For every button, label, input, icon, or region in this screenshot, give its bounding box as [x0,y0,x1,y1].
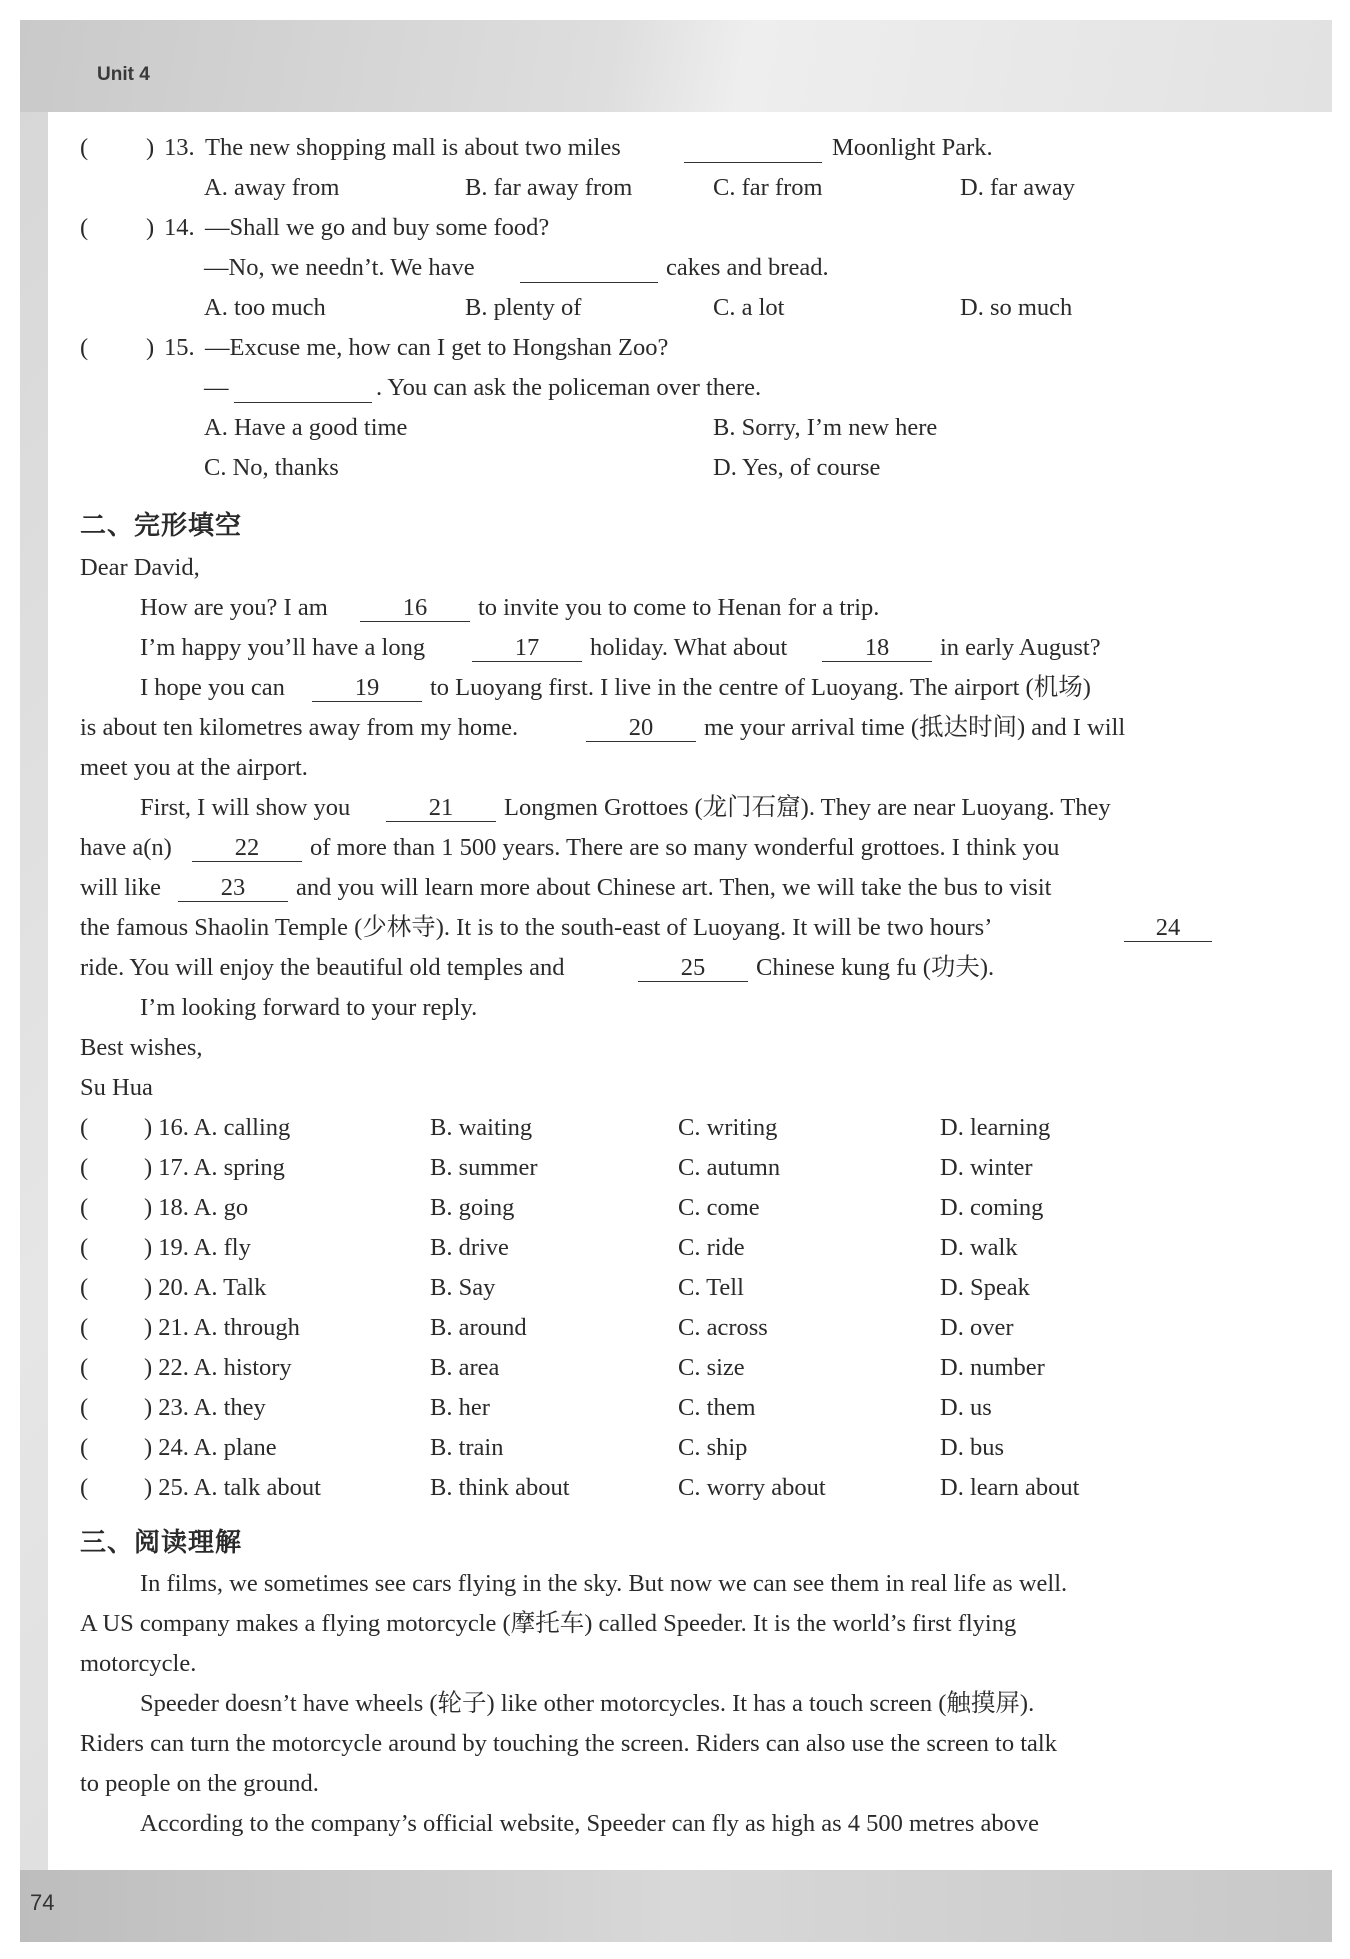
cloze-blank: 25 [638,956,748,982]
question-number: 13. [164,134,195,161]
answer-paren-open: ( [80,1274,89,1301]
option-c: C. come [678,1194,760,1221]
letter-text: have a(n) [80,834,172,861]
question-line: . You can ask the policeman over there. [376,374,762,401]
letter-text: is about ten kilometres away from my home. [80,714,519,741]
question-line: cakes and bread. [666,254,829,281]
answer-paren-close: ) [146,134,155,161]
option-d: D. Yes, of course [713,454,881,481]
question-line: — [204,374,229,401]
answer-paren-open: ( [80,1314,89,1341]
option-d: D. learning [940,1114,1051,1141]
letter-text: Longmen Grottoes (龙门石窟). They are near Luoyang. They [504,794,1111,821]
option-a: ) 18. A. go [144,1194,249,1221]
option-a: A. too much [204,294,326,321]
page-number: 74 [30,1890,55,1915]
question-number: 14. [164,214,195,241]
question-stem: —Excuse me, how can I get to Hongshan Zoo? [205,334,669,361]
option-b: B. around [430,1314,527,1341]
option-b: B. summer [430,1154,538,1181]
option-a: ) 17. A. spring [144,1154,285,1181]
answer-blank [684,136,822,163]
letter-text: to Luoyang first. I live in the centre of Luoyang. The airport (机场) [430,674,1091,701]
option-c: C. Tell [678,1274,744,1301]
option-d: D. bus [940,1434,1004,1461]
option-a: ) 19. A. fly [144,1234,251,1261]
answer-paren-close: ) [146,334,155,361]
option-b: B. think about [430,1474,570,1501]
letter-text: ride. You will enjoy the beautiful old temples and [80,954,565,981]
cloze-blank: 20 [586,716,696,742]
option-b: B. her [430,1394,490,1421]
option-b: B. far away from [465,174,633,201]
option-b: B. Say [430,1274,496,1301]
letter-text: me your arrival time (抵达时间) and I will [704,714,1126,741]
letter-text: of more than 1 500 years. There are so many wonderful grottoes. I think you [310,834,1060,861]
cloze-blank: 16 [360,596,470,622]
reading-text: Speeder doesn’t have wheels (轮子) like other motorcycles. It has a touch screen (触摸屏). [140,1690,1035,1717]
reading-text: According to the company’s official website, Speeder can fly as high as 4 500 metres above [140,1810,1039,1837]
letter-text: First, I will show you [140,794,351,821]
cloze-blank: 24 [1124,916,1212,942]
reading-text: In films, we sometimes see cars flying in the sky. But now we can see them in real life as well. [140,1570,1068,1597]
option-a: ) 24. A. plane [144,1434,277,1461]
option-d: D. over [940,1314,1014,1341]
option-c: C. writing [678,1114,778,1141]
unit-label: Unit 4 [97,64,150,85]
cloze-blank: 22 [192,836,302,862]
answer-paren-open: ( [80,134,89,161]
letter-text: in early August? [940,634,1101,661]
option-c: C. a lot [713,294,785,321]
question-stem: The new shopping mall is about two miles [205,134,621,161]
letter-text: the famous Shaolin Temple (少林寺). It is to the south-east of Luoyang. It will be two hours’ [80,914,993,941]
section-title: 二、完形填空 [80,511,243,541]
cloze-blank: 18 [822,636,932,662]
answer-paren-open: ( [80,1354,89,1381]
header-band [20,20,1332,112]
letter-text: I’m looking forward to your reply. [140,994,478,1021]
option-d: D. Speak [940,1274,1030,1301]
answer-paren-open: ( [80,1394,89,1421]
option-d: D. far away [960,174,1075,201]
answer-paren-open: ( [80,1154,89,1181]
answer-paren-open: ( [80,1434,89,1461]
option-a: A. Have a good time [204,414,408,441]
option-b: B. plenty of [465,294,582,321]
answer-paren-open: ( [80,1474,89,1501]
option-d: D. walk [940,1234,1018,1261]
option-c: C. ride [678,1234,745,1261]
option-d: D. learn about [940,1474,1080,1501]
answer-paren-open: ( [80,1194,89,1221]
cloze-blank: 19 [312,676,422,702]
question-stem: Moonlight Park. [832,134,993,161]
section-title: 三、阅读理解 [80,1528,243,1558]
option-a: ) 22. A. history [144,1354,292,1381]
question-number: 15. [164,334,195,361]
answer-paren-open: ( [80,1114,89,1141]
cloze-blank: 17 [472,636,582,662]
option-a: A. away from [204,174,340,201]
letter-text: I hope you can [140,674,285,701]
option-a: ) 25. A. talk about [144,1474,321,1501]
reading-text: motorcycle. [80,1650,197,1677]
option-c: C. across [678,1314,768,1341]
answer-paren-open: ( [80,214,89,241]
letter-text: to invite you to come to Henan for a trip. [478,594,880,621]
option-d: D. number [940,1354,1045,1381]
letter-signature: Su Hua [80,1074,153,1101]
option-b: B. going [430,1194,515,1221]
question-stem: —Shall we go and buy some food? [205,214,550,241]
letter-greeting: Dear David, [80,554,200,581]
letter-text: I’m happy you’ll have a long [140,634,426,661]
letter-text: will like [80,874,161,901]
option-a: ) 16. A. calling [144,1114,291,1141]
option-d: D. winter [940,1154,1033,1181]
option-a: ) 21. A. through [144,1314,300,1341]
reading-text: A US company makes a flying motorcycle (摩托车) called Speeder. It is the world’s first flying [80,1610,1017,1637]
option-c: C. size [678,1354,745,1381]
answer-paren-open: ( [80,1234,89,1261]
letter-text: meet you at the airport. [80,754,308,781]
option-c: C. far from [713,174,823,201]
option-d: D. coming [940,1194,1044,1221]
answer-blank [234,376,372,409]
option-d: D. us [940,1394,992,1421]
cloze-blank: 23 [178,876,288,902]
option-b: B. Sorry, I’m new here [713,414,938,441]
option-c: C. No, thanks [204,454,339,481]
letter-text: holiday. What about [590,634,788,661]
option-b: B. drive [430,1234,509,1261]
letter-text: How are you? I am [140,594,328,621]
question-line: —No, we needn’t. We have [204,254,475,281]
option-c: C. them [678,1394,756,1421]
option-c: C. autumn [678,1154,781,1181]
option-a: ) 23. A. they [144,1394,266,1421]
cloze-blank: 21 [386,796,496,822]
answer-paren-close: ) [146,214,155,241]
reading-text: Riders can turn the motorcycle around by touching the screen. Riders can also use the screen to talk [80,1730,1057,1757]
answer-paren-open: ( [80,334,89,361]
answer-blank [520,256,658,289]
letter-text: Chinese kung fu (功夫). [756,954,995,981]
letter-text: and you will learn more about Chinese art. Then, we will take the bus to visit [296,874,1052,901]
option-a: ) 20. A. Talk [144,1274,267,1301]
option-b: B. train [430,1434,504,1461]
option-b: B. area [430,1354,500,1381]
reading-text: to people on the ground. [80,1770,319,1797]
option-d: D. so much [960,294,1073,321]
footer-band [20,1870,1332,1942]
option-c: C. ship [678,1434,748,1461]
letter-closing: Best wishes, [80,1034,203,1061]
option-b: B. waiting [430,1114,533,1141]
option-c: C. worry about [678,1474,826,1501]
